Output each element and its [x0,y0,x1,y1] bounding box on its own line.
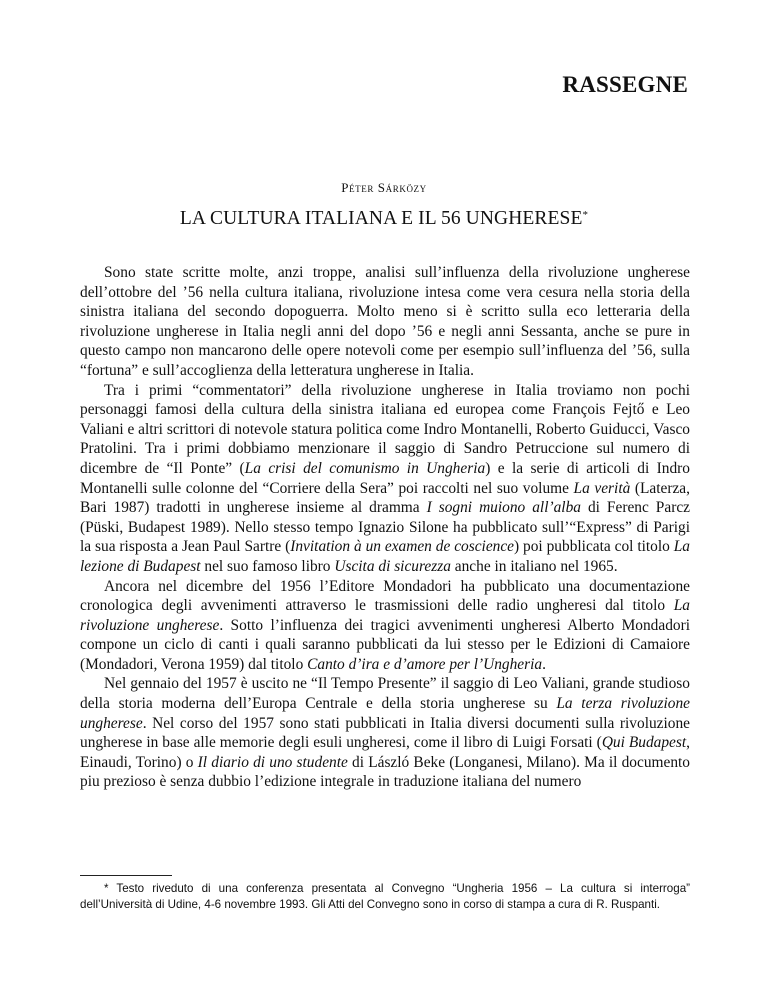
italic-title: La lezione di Budapest [80,538,690,575]
text-run: . Sotto l’influenza dei tragici avvenimenti ungheresi Alberto Mondadori compone un ciclo di canti i quali saranno pubblicati da lui stesso per le Edizioni di Camaiore (Mondadori, Verona 1959) dal titolo [80,616,691,673]
italic-title: La terza rivoluzione ungherese [80,695,690,732]
body-paragraph [80,263,690,381]
text-run: Sono state scritte molte, anzi troppe, analisi sull’influenza della rivoluzione ungherese dell’ottobre del ’56 nella cultura italiana, rivoluzione intesa come vera cesura nella storia della sinistra italiana del secondo dopoguerra. Molto meno si è scritto sulla eco letteraria della rivoluzione ungherese in Italia negli anni del dopo ’56 e negli anni Sessanta, anche se pure in questo campo non mancarono delle opere notevoli come per esempio sull’influenza del ’56, sulla “fortuna” e sull’accoglienza della letteratura ungherese in Italia. [80,264,690,379]
italic-title: Canto d’ira e d’amore per l’Ungheria [307,655,543,673]
italic-title: La crisi del comunismo in Ungheria [244,459,486,477]
text-run: di László Beke (Longanesi, Milano). Ma il documento piu prezioso è senza dubbio l’edizione integrale in traduzione italiana del numero [80,753,690,791]
text-run: nel suo famoso libro [200,557,335,575]
text-run: ) poi pubblicata col titolo [514,538,674,556]
footnote-mark: * [104,882,109,895]
footnote-text: Testo riveduto di una conferenza presentata al Convegno “Ungheria 1956 – La cultura si interroga” dell’Università di Udine, 4-6 novembre 1993. Gli Atti del Convegno sono in corso di stampa a cura di R. Ruspanti. [80,882,690,912]
body-paragraph [80,674,690,792]
footnote-divider [80,875,172,876]
text-run: . Nel corso del 1957 sono stati pubblicati in Italia diversi documenti sulla rivoluzione ungherese in base alle memorie degli esuli ungheresi, come il libro di Luigi Forsati ( [80,714,690,752]
author-name: Péter Sárközy [341,180,427,195]
text-run: ) e la serie di articoli di Indro Montanelli sulle colonne del “Corriere della Sera” poi raccolti nel suo volume [80,459,691,497]
text-run: Nel gennaio del 1957 è uscito ne “Il Tempo Presente” il saggio di Leo Valiani, grande studioso della storia moderna dell’Europa Centrale e della storia ungherese su [80,675,690,713]
text-run: Tra i primi “commentatori” della rivoluzione ungherese in Italia troviamo non pochi personaggi famosi della cultura della sinistra italiana ed europea come François Fejtő e Leo Valiani e altri scrittori di notevole statura politica come Indro Montanelli, Roberto Guiducci, Vasco Pratolini. Tra i primi dobbiamo menzionare il saggio di Sandro Petruccione sul numero di dicembre de “Il Ponte” ( [80,381,690,477]
article-title [0,208,768,230]
text-run: Ancora nel dicembre del 1956 l’Editore Mondadori ha pubblicato una documentazione cronologica degli avvenimenti attraverso le trasmissioni delle radio ungheresi dal titolo [80,577,690,615]
text-run: (Laterza, Bari 1987) tradotti in ungherese insieme al dramma [80,479,690,517]
article-title-text: LA CULTURA ITALIANA E IL 56 UNGHERESE [179,208,583,229]
section-heading: RASSEGNE [562,72,688,97]
italic-title: Uscita di sicurezza [334,557,451,575]
italic-title: Qui Budapest [601,734,687,752]
text-run: di Ferenc Parcz (Püski, Budapest 1989). Nello stesso tempo Ignazio Silone ha pubblicato sull’“Express” di Parigi la sua risposta a Jean Paul Sartre ( [80,499,690,556]
text-run: anche in italiano nel 1965. [450,557,618,575]
italic-title: I sogni muiono all’alba [426,499,581,517]
title-footnote-mark: * [582,209,589,221]
italic-title: La rivoluzione ungherese [80,597,690,634]
article-body [80,263,690,792]
italic-title: Invitation à un examen de coscience [290,538,515,556]
italic-title: La verità [573,479,631,497]
body-paragraph [80,381,690,577]
italic-title: Il diario di uno studente [197,753,348,771]
body-paragraph [80,577,690,675]
footnote [80,881,690,914]
text-run: , Einaudi, Torino) o [80,734,691,771]
text-run: . [542,655,546,673]
